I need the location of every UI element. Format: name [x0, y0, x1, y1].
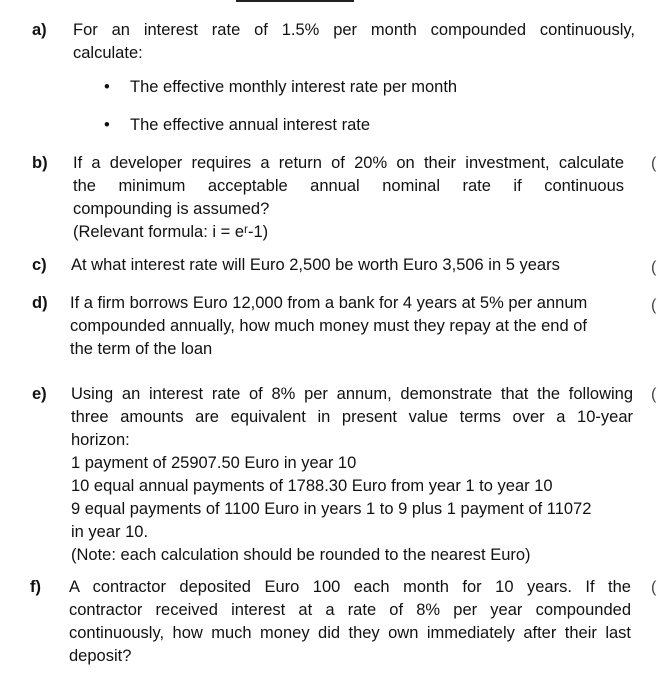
question-line: in year 10.: [71, 523, 149, 541]
question-line: three amounts are equivalent in present value terms over a 10-year: [71, 408, 633, 426]
question-label: f): [30, 578, 41, 596]
question-line: deposit?: [69, 647, 132, 665]
question-line: At what interest rate will Euro 2,500 be worth Euro 3,506 in 5 years: [71, 256, 560, 274]
question-label: d): [32, 294, 48, 312]
question-line: 1 payment of 25907.50 Euro in year 10: [71, 454, 357, 472]
question-line: 9 equal payments of 1100 Euro in years 1 to 9 plus 1 payment of 11072: [71, 500, 592, 518]
edge-mark: (: [651, 297, 657, 314]
edge-mark: (: [651, 579, 657, 596]
question-line: compounded annually, how much money must they repay at the end of: [70, 317, 588, 335]
question-text: [71, 254, 631, 277]
question-text: [70, 292, 620, 361]
question-line: contractor received interest at a rate of 8% per year compounded: [69, 601, 631, 619]
question-label: c): [32, 256, 47, 274]
question-line: calculate:: [73, 44, 143, 62]
question-text: [73, 19, 635, 65]
question-line: For an interest rate of 1.5% per month compounded continuously,: [73, 21, 635, 39]
question-line: A contractor deposited Euro 100 each month for 10 years. If the: [69, 578, 631, 596]
question-line: If a firm borrows Euro 12,000 from a bank for 4 years at 5% per annum: [70, 294, 588, 312]
formula-note: (Relevant formula: i = eʳ-1): [73, 223, 269, 241]
question-label: a): [32, 21, 47, 39]
bullet-item: The effective annual interest rate: [130, 116, 371, 134]
question-text: [71, 383, 633, 567]
question-line: compounding is assumed?: [73, 200, 270, 218]
edge-mark: (: [651, 386, 657, 403]
question-line: If a developer requires a return of 20% on their investment, calculate: [73, 154, 624, 172]
question-label: b): [32, 154, 48, 172]
question-line: Using an interest rate of 8% per annum, demonstrate that the following: [71, 385, 633, 403]
question-line: 10 equal annual payments of 1788.30 Euro from year 1 to year 10: [71, 477, 553, 495]
question-line: horizon:: [71, 431, 130, 449]
edge-mark: (: [651, 259, 657, 276]
bullet-icon: •: [104, 116, 110, 134]
question-label: e): [32, 385, 47, 403]
question-text: [73, 152, 624, 244]
question-line: (Note: each calculation should be rounded to the nearest Euro): [71, 546, 531, 564]
edge-mark: (: [651, 155, 657, 172]
top-rule: [236, 0, 354, 2]
bullet-icon: •: [104, 78, 110, 96]
bullet-item: The effective monthly interest rate per month: [130, 78, 458, 96]
question-text: [69, 576, 631, 668]
question-line: the minimum acceptable annual nominal rate if continuous: [73, 177, 624, 195]
question-line: the term of the loan: [70, 340, 213, 358]
question-line: continuously, how much money did they own immediately after their last: [69, 624, 631, 642]
